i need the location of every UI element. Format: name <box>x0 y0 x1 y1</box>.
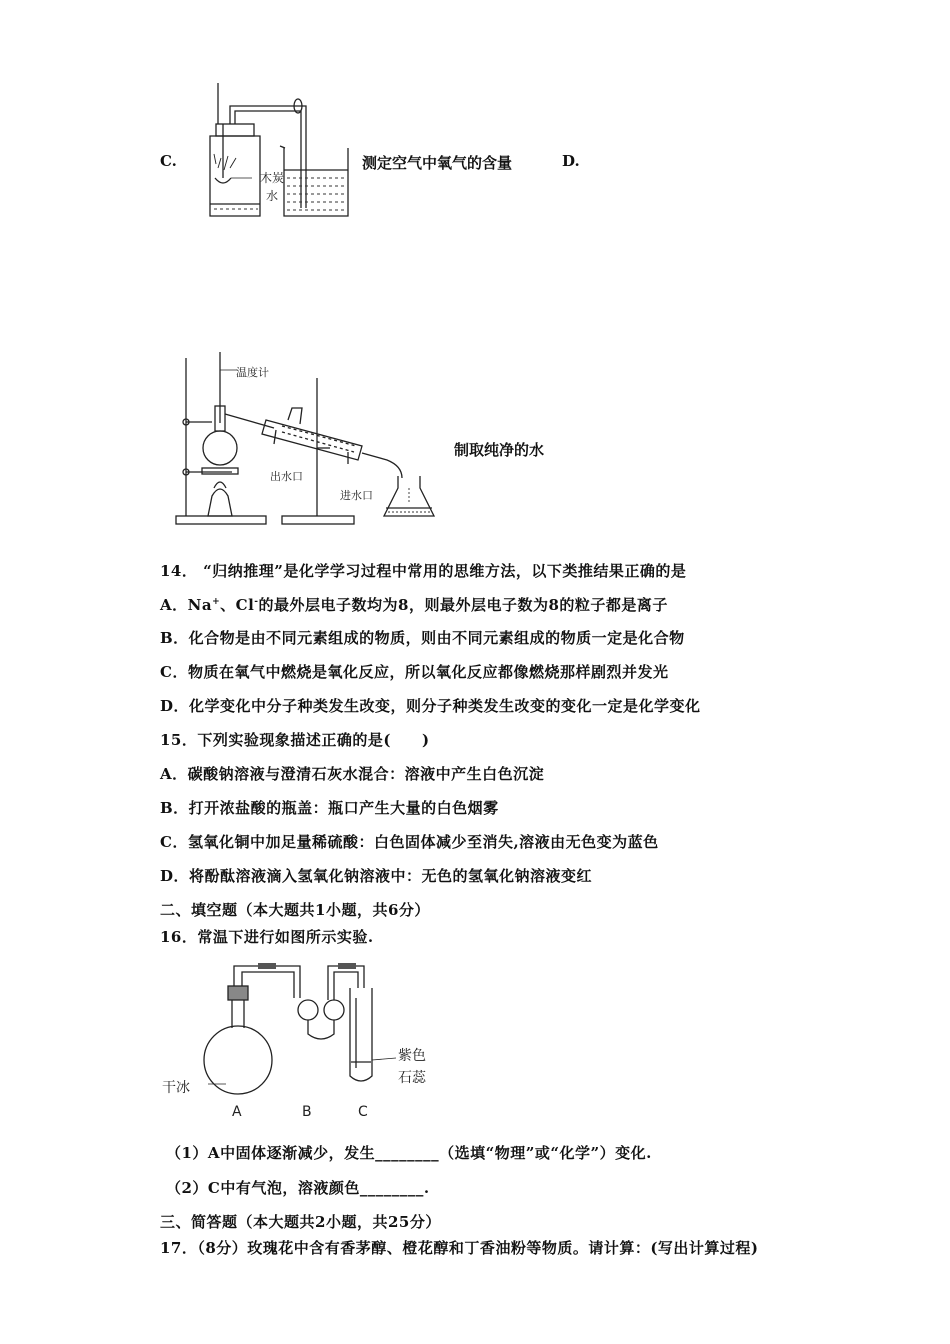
water-label: 水 <box>266 189 279 203</box>
q14-option-a-mid: 、Cl <box>220 596 255 614</box>
distillation-apparatus <box>162 348 447 528</box>
option-d-letter: D. <box>562 152 580 170</box>
q14-stem: 14． “归纳推理”是化学学习过程中常用的思维方法，以下类推结果正确的是 <box>160 562 687 580</box>
q15-option-a: A．碳酸钠溶液与澄清石灰水混合：溶液中产生白色沉淀 <box>160 765 545 783</box>
label-a: A <box>232 1104 242 1120</box>
q14-option-d: D．化学变化中分子种类发生改变，则分子种类发生改变的变化一定是化学变化 <box>160 697 701 715</box>
option-c-caption: 测定空气中氧气的含量 <box>362 154 513 172</box>
litmus-label-2: 石蕊 <box>398 1070 426 1086</box>
q15-option-d: D．将酚酞溶液滴入氢氧化钠溶液中：无色的氢氧化钠溶液变红 <box>160 867 593 885</box>
dry-ice-label: 干冰 <box>162 1080 190 1096</box>
q14-option-a <box>160 594 668 615</box>
dry-ice-litmus-apparatus <box>160 958 445 1123</box>
thermometer-label: 温度计 <box>236 366 269 379</box>
q17-stem: 17．（8分）玫瑰花中含有香茅醇、橙花醇和丁香油粉等物质。请计算：(写出计算过程) <box>160 1239 759 1257</box>
option-c-letter: C. <box>160 152 177 170</box>
q14-option-a-pre: A．Na <box>160 596 213 614</box>
water-outlet-label: 出水口 <box>270 470 303 483</box>
q15-stem: 15．下列实验现象描述正确的是( ) <box>160 731 430 749</box>
q14-option-b: B．化合物是由不同元素组成的物质，则由不同元素组成的物质一定是化合物 <box>160 629 685 647</box>
litmus-label-1: 紫色 <box>398 1048 426 1064</box>
label-c: C <box>358 1104 368 1120</box>
q14-option-a-sup2: - <box>254 597 259 607</box>
q16-sub-1: （1）A中固体逐渐减少，发生________（选填“物理”或“化学”）变化. <box>166 1144 652 1162</box>
q14-option-a-sup1: + <box>212 597 221 607</box>
q16-stem: 16．常温下进行如图所示实验. <box>160 928 374 946</box>
water-inlet-label: 进水口 <box>340 489 373 502</box>
section-3-title: 三、简答题（本大题共2小题，共25分） <box>160 1213 441 1231</box>
q16-sub-2: （2）C中有气泡，溶液颜色________. <box>166 1179 430 1197</box>
section-2-title: 二、填空题（本大题共1小题，共6分） <box>160 901 430 919</box>
charcoal-label: 木炭 <box>260 171 285 185</box>
oxygen-measure-apparatus <box>188 78 358 223</box>
q15-option-b: B．打开浓盐酸的瓶盖：瓶口产生大量的白色烟雾 <box>160 799 499 817</box>
q15-option-c: C．氢氧化铜中加足量稀硫酸：白色固体减少至消失,溶液由无色变为蓝色 <box>160 833 659 851</box>
q14-option-a-post: 的最外层电子数均为8，则最外层电子数为8的粒子都是离子 <box>258 596 668 614</box>
option-d-caption: 制取纯净的水 <box>454 441 545 459</box>
q14-option-c: C．物质在氧气中燃烧是氧化反应，所以氧化反应都像燃烧那样剧烈并发光 <box>160 663 669 681</box>
label-b: B <box>302 1104 312 1120</box>
